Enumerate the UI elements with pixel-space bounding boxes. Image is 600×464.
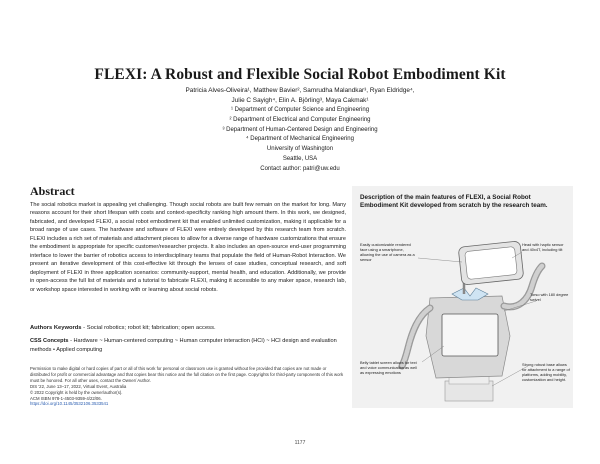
figure-caption: Description of the main features of FLEXI, a Social Robot Embodiment Kit developed from scratch by the research team. (360, 194, 548, 209)
author-list-line-1: Patricia Alves-Oliveira¹, Matthew Bavier², Samrudha Malandkar³, Ryan Eldridge⁴, (185, 87, 415, 94)
author-list-line-2: Julie C Sayigh⁴, Elin A. Björling³, Maya Cakmak¹ (231, 97, 369, 104)
annotation-base: Strong robust base allows for attachment to a range of platforms, adding mobility, customization and height. (522, 362, 570, 382)
keywords-label: Authors Keywords (30, 325, 82, 331)
annotation-face: Easily customizable rendered face using a smartphone, allowing the use of camera as a sensor (360, 242, 415, 262)
keywords (30, 324, 346, 333)
copyright-line: © 2022 Copyright is held by the owner/author(s). (30, 389, 123, 395)
author-block (150, 86, 450, 175)
conference-info: DIS '22, June 13–17, 2022, Virtual Event, Australia (30, 383, 127, 389)
annotation-head: Head with haptic sensor and 40x4T, including tilt (522, 242, 564, 252)
abstract-text: The social robotics market is appealing yet challenging. Though social robots are built few remain on the market for long. Many reasons account for their short lifespan with costs and context-specificity ranking high amount them. In this work, we designed, fabricated, and developed FLEXI, a social robot embodiment kit that enabled unlimited customization, making it applicable for a broad range of use cases. The hardware and software of FLEXI were entirely developed by this research team from scratch. FLEXI includes a rich set of materials and attachment pieces to allow for a diverse range of hardware customizations that ensure the embodiment is appropriate for specific customer/researcher projects. It also includes an open-source end-user programming interface to lower the barrier of robotics access to interdisciplinary teams that populate the field of Human-Robot Interaction. We present an iterative development of this cost-effective kit through the lenses of case studies, conceptual research, and soft deployment of FLEXI in three application scenarios: community-support, mental health, and education. Additionally, we provide in open-access the full list of materials and a tutorial to fabricate FLEXI, making it accessible to any maker space, research lab, or workshop space interested in working with or learning about social robots. (30, 202, 346, 293)
abstract-heading: Abstract (30, 184, 75, 198)
annotation-tablet: Belly tablet screen allows for text and voice communication as well as expressing emotions (360, 360, 417, 375)
isbn-line: ACM ISBN 978-1-4503-9359-4/22/06. (30, 395, 102, 401)
doi-link[interactable]: https://doi.org/10.1145/3532106.3533541 (30, 401, 109, 407)
annotation-torso: Torso with 180 degree swivel (530, 292, 569, 302)
figure-panel (352, 186, 573, 408)
copyright-footnote (30, 366, 346, 407)
ccs-text: - Hardware ~ Human-centered computing ~ Human computer interaction (HCI) ~ HCI design and evaluation methods • Applied computing (30, 338, 337, 353)
university: University of Washington (266, 146, 334, 153)
phone-face (465, 246, 518, 279)
belly-tablet (442, 314, 498, 356)
affiliation-4: ⁴ Department of Mechanical Engineering (246, 136, 354, 143)
city: Seattle, USA (282, 155, 318, 162)
affiliation-1: ¹ Department of Computer Science and Engineering (230, 107, 370, 113)
page-number: 1177 (294, 440, 306, 446)
affiliation-3: ³ Department of Human-Centered Design and Engineering (222, 126, 378, 133)
permission-text: Permission to make digital or hard copies of part or all of this work for personal or classroom use is granted without fee provided that copies are not made or distributed for profit or commercial advantage and that copies bear this notice and the full citation on the first page. Copyrights for third-party components of this work must be honored. For all other uses, contact the Owner/ Author. (30, 366, 344, 383)
affiliation-2: ² Department of Electrical and Computer Engineering (229, 116, 371, 123)
contact-author: Contact author: patri@uw.edu (260, 165, 340, 172)
keywords-text: - Social robotics; robot kit; fabrication; open access. (81, 325, 216, 331)
callout-face (418, 258, 462, 262)
ccs-concepts (30, 337, 346, 355)
ccs-label: CSS Concepts (30, 338, 69, 344)
paper-title: FLEXI: A Robust and Flexible Social Robot Embodiment Kit (94, 66, 506, 83)
